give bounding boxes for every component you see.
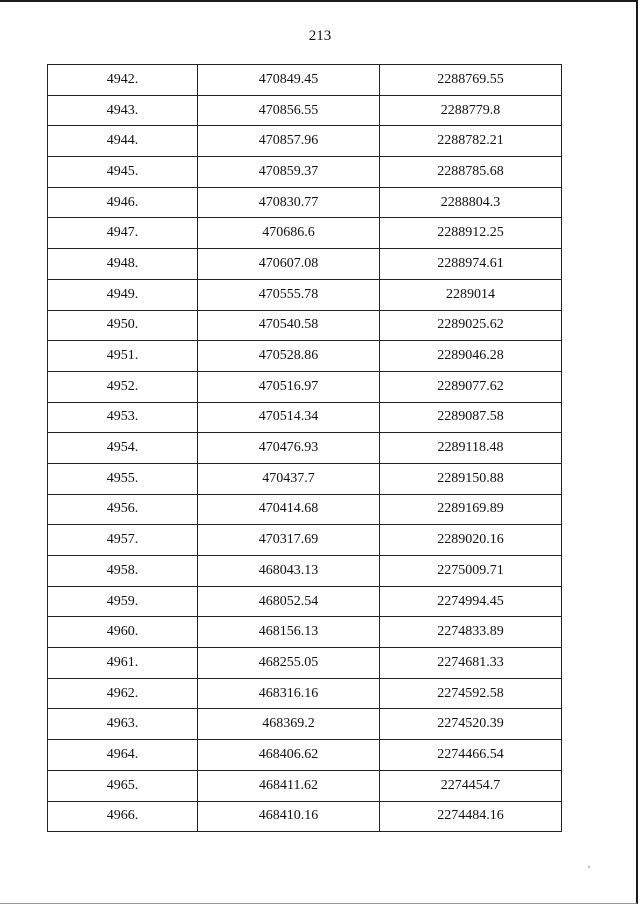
y-coordinate-cell: 2274994.45 — [380, 586, 562, 617]
y-coordinate-cell: 2288804.3 — [380, 187, 562, 218]
row-number-cell: 4954. — [48, 433, 198, 464]
x-coordinate-cell: 470686.6 — [198, 218, 380, 249]
y-coordinate-cell: 2274592.58 — [380, 678, 562, 709]
x-coordinate-cell: 470414.68 — [198, 494, 380, 525]
table-row — [48, 617, 562, 648]
row-number-cell: 4947. — [48, 218, 198, 249]
x-coordinate-cell: 470476.93 — [198, 433, 380, 464]
row-number-cell: 4957. — [48, 525, 198, 556]
row-number-cell: 4950. — [48, 310, 198, 341]
table-row — [48, 801, 562, 832]
table-row — [48, 371, 562, 402]
y-coordinate-cell: 2289025.62 — [380, 310, 562, 341]
y-coordinate-cell: 2289077.62 — [380, 371, 562, 402]
x-coordinate-cell: 470830.77 — [198, 187, 380, 218]
x-coordinate-cell: 468156.13 — [198, 617, 380, 648]
row-number-cell: 4952. — [48, 371, 198, 402]
row-number-cell: 4948. — [48, 249, 198, 280]
y-coordinate-cell: 2289087.58 — [380, 402, 562, 433]
row-number-cell: 4962. — [48, 678, 198, 709]
row-number-cell: 4953. — [48, 402, 198, 433]
x-coordinate-cell: 470856.55 — [198, 95, 380, 126]
y-coordinate-cell: 2274833.89 — [380, 617, 562, 648]
table-row — [48, 126, 562, 157]
y-coordinate-cell: 2289118.48 — [380, 433, 562, 464]
y-coordinate-cell: 2289150.88 — [380, 463, 562, 494]
x-coordinate-cell: 470555.78 — [198, 279, 380, 310]
x-coordinate-cell: 470437.7 — [198, 463, 380, 494]
table-row — [48, 402, 562, 433]
table-row — [48, 648, 562, 679]
x-coordinate-cell: 470516.97 — [198, 371, 380, 402]
x-coordinate-cell: 468406.62 — [198, 740, 380, 771]
table-row — [48, 157, 562, 188]
row-number-cell: 4956. — [48, 494, 198, 525]
table-row — [48, 249, 562, 280]
table-row — [48, 463, 562, 494]
row-number-cell: 4958. — [48, 556, 198, 587]
y-coordinate-cell: 2288779.8 — [380, 95, 562, 126]
x-coordinate-cell: 468316.16 — [198, 678, 380, 709]
x-coordinate-cell: 470857.96 — [198, 126, 380, 157]
x-coordinate-cell: 468411.62 — [198, 770, 380, 801]
x-coordinate-cell: 470528.86 — [198, 341, 380, 372]
row-number-cell: 4943. — [48, 95, 198, 126]
y-coordinate-cell: 2274520.39 — [380, 709, 562, 740]
x-coordinate-cell: 470859.37 — [198, 157, 380, 188]
x-coordinate-cell: 468410.16 — [198, 801, 380, 832]
table-row — [48, 740, 562, 771]
row-number-cell: 4961. — [48, 648, 198, 679]
page-number: 213 — [308, 28, 332, 44]
table-row — [48, 678, 562, 709]
x-coordinate-cell: 468043.13 — [198, 556, 380, 587]
y-coordinate-cell: 2288769.55 — [380, 65, 562, 96]
y-coordinate-cell: 2288785.68 — [380, 157, 562, 188]
row-number-cell: 4966. — [48, 801, 198, 832]
table-row — [48, 494, 562, 525]
table-row — [48, 556, 562, 587]
row-number-cell: 4945. — [48, 157, 198, 188]
row-number-cell: 4964. — [48, 740, 198, 771]
y-coordinate-cell: 2274454.7 — [380, 770, 562, 801]
y-coordinate-cell: 2288782.21 — [380, 126, 562, 157]
table-row — [48, 586, 562, 617]
table-row — [48, 770, 562, 801]
row-number-cell: 4951. — [48, 341, 198, 372]
y-coordinate-cell: 2274484.16 — [380, 801, 562, 832]
table-row — [48, 433, 562, 464]
table-row — [48, 525, 562, 556]
row-number-cell: 4963. — [48, 709, 198, 740]
y-coordinate-cell: 2289020.16 — [380, 525, 562, 556]
x-coordinate-cell: 468052.54 — [198, 586, 380, 617]
x-coordinate-cell: 470607.08 — [198, 249, 380, 280]
coordinates-table — [47, 64, 562, 832]
table-row — [48, 218, 562, 249]
x-coordinate-cell: 470540.58 — [198, 310, 380, 341]
row-number-cell: 4959. — [48, 586, 198, 617]
table-row — [48, 709, 562, 740]
table-row — [48, 310, 562, 341]
y-coordinate-cell: 2275009.71 — [380, 556, 562, 587]
row-number-cell: 4960. — [48, 617, 198, 648]
y-coordinate-cell: 2288912.25 — [380, 218, 562, 249]
row-number-cell: 4949. — [48, 279, 198, 310]
table-row — [48, 341, 562, 372]
x-coordinate-cell: 468369.2 — [198, 709, 380, 740]
x-coordinate-cell: 470514.34 — [198, 402, 380, 433]
table-row — [48, 95, 562, 126]
x-coordinate-cell: 470317.69 — [198, 525, 380, 556]
table-row — [48, 279, 562, 310]
y-coordinate-cell: 2288974.61 — [380, 249, 562, 280]
row-number-cell: 4944. — [48, 126, 198, 157]
y-coordinate-cell: 2289046.28 — [380, 341, 562, 372]
x-coordinate-cell: 470849.45 — [198, 65, 380, 96]
x-coordinate-cell: 468255.05 — [198, 648, 380, 679]
y-coordinate-cell: 2274466.54 — [380, 740, 562, 771]
row-number-cell: 4946. — [48, 187, 198, 218]
row-number-cell: 4942. — [48, 65, 198, 96]
table-row — [48, 65, 562, 96]
table-row — [48, 187, 562, 218]
row-number-cell: 4965. — [48, 770, 198, 801]
y-coordinate-cell: 2289169.89 — [380, 494, 562, 525]
y-coordinate-cell: 2274681.33 — [380, 648, 562, 679]
scan-speck — [588, 866, 590, 868]
y-coordinate-cell: 2289014 — [380, 279, 562, 310]
row-number-cell: 4955. — [48, 463, 198, 494]
